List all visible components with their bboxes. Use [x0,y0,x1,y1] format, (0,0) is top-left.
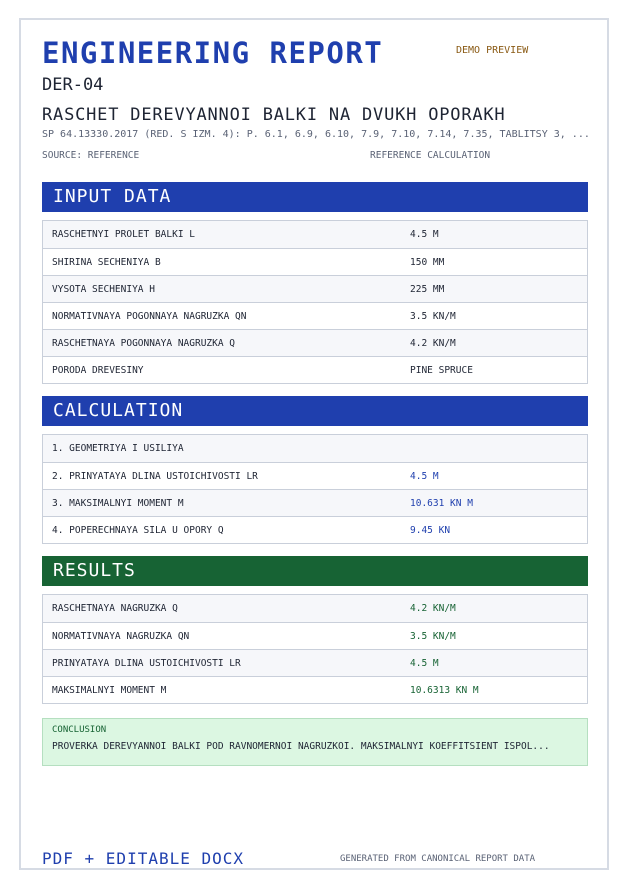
source-label: SOURCE: REFERENCE [42,150,140,161]
row-label: MAKSIMALNYI MOMENT M [52,684,167,696]
table-row [43,595,587,622]
calculation-heading: CALCULATION [42,396,588,426]
input-data-table [42,220,588,384]
input-data-heading: INPUT DATA [42,182,588,212]
row-value: 10.6313 KN M [410,684,479,696]
generated-note: GENERATED FROM CANONICAL REPORT DATA [340,854,536,864]
norms-reference: SP 64.13330.2017 (RED. S IZM. 4): P. 6.1, 6.9, 6.10, 7.9, 7.10, 7.14, 7.35, TABLITSY 3, ... [42,129,590,140]
row-label: 4. POPERECHNAYA SILA U OPORY Q [52,524,224,536]
row-label: RASCHETNAYA NAGRUZKA Q [52,603,178,614]
row-label: 1. GEOMETRIYA I USILIYA [52,443,184,454]
row-value: 3.5 KN/M [410,310,456,322]
row-value: 4.5 M [410,229,439,240]
table-row [43,302,587,329]
row-value: 4.2 KN/M [410,603,456,614]
row-label: VYSOTA SECHENIYA H [52,283,155,295]
row-value: PINE SPRUCE [410,364,473,376]
table-row [43,622,587,649]
report-subtitle: RASCHET DEREVYANNOI BALKI NA DVUKH OPORAKH [42,105,506,125]
table-row [43,329,587,356]
report-page [19,18,609,870]
report-title: ENGINEERING REPORT [42,36,384,70]
table-row [43,356,587,383]
table-row [43,676,587,703]
calculation-type: REFERENCE CALCULATION [370,150,491,161]
report-code: DER-04 [42,75,104,95]
table-row [43,221,587,248]
row-label: RASCHETNAYA POGONNAYA NAGRUZKA Q [52,337,236,349]
row-label: NORMATIVNAYA POGONNAYA NAGRUZKA QN [52,310,247,322]
row-value: 4.2 KN/M [410,337,456,349]
row-value: 10.631 KN M [410,497,473,509]
table-row [43,462,587,489]
table-row [43,649,587,676]
row-value: 4.5 M [410,470,439,482]
row-label: RASCHETNYI PROLET BALKI L [52,229,195,240]
results-table [42,594,588,704]
row-label: SHIRINA SECHENIYA B [52,256,161,268]
table-row [43,489,587,516]
results-heading: RESULTS [42,556,588,586]
row-label: 3. MAKSIMALNYI MOMENT M [52,497,184,509]
demo-badge: DEMO PREVIEW [456,45,529,56]
table-row [43,516,587,543]
row-value: 9.45 KN [410,524,451,536]
conclusion-label: CONCLUSION [52,725,107,735]
table-row [43,275,587,302]
row-value: 225 MM [410,283,445,295]
row-label: PORODA DREVESINY [52,364,144,376]
row-value: 3.5 KN/M [410,630,456,642]
calculation-table [42,434,588,544]
table-row [43,248,587,275]
row-value: 4.5 M [410,657,439,669]
row-label: 2. PRINYATAYA DLINA USTOICHIVOSTI LR [52,470,258,482]
row-label: NORMATIVNAYA NAGRUZKA QN [52,630,190,642]
row-value: 150 MM [410,256,445,268]
conclusion-box [42,718,588,766]
output-formats: PDF + EDITABLE DOCX [42,849,245,868]
table-row [43,435,587,462]
conclusion-text: PROVERKA DEREVYANNOI BALKI POD RAVNOMERNOI NAGRUZKOI. MAKSIMALNYI KOEFFITSIENT ISPOL... [52,741,550,752]
row-label: PRINYATAYA DLINA USTOICHIVOSTI LR [52,657,241,669]
